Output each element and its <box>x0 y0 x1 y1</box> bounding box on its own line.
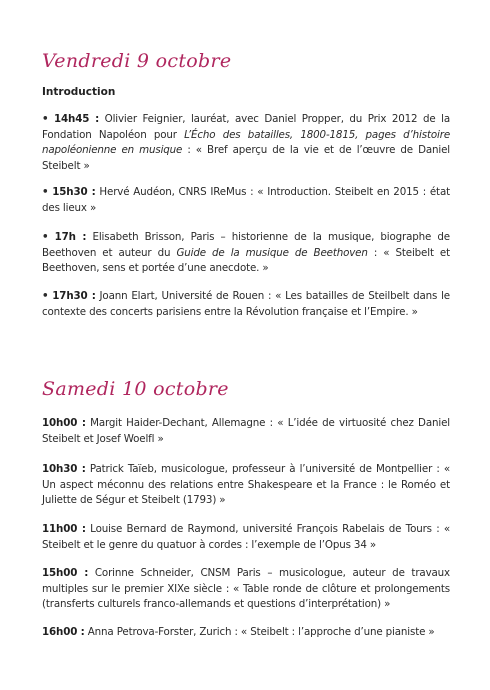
entry-text: Patrick Taïeb, musicologue, professeur à l’université de Montpellier : « Un aspect méconnu des relations entre Shakespeare et la France : le Roméo et Juliette de Ségur et Steibelt (1793) » <box>42 463 450 506</box>
program-entry <box>42 566 450 613</box>
entry-time: 10h30 : <box>42 463 86 475</box>
program-entry <box>42 625 450 641</box>
entry-text: Margit Haider-Dechant, Allemagne : « L’idée de virtuosité chez Daniel Steibelt et Josef Woelfl » <box>42 417 450 445</box>
entry-title: Guide de la musique de Beethoven <box>176 246 368 259</box>
program-entry <box>42 230 450 277</box>
entry-text: : « Steibelt et Beethoven, sens et portée d’une anecdote. » <box>42 246 450 274</box>
entry-time: 11h00 : <box>42 523 86 535</box>
program-entry <box>42 522 450 553</box>
entry-time: 15h00 : <box>42 567 89 579</box>
entry-text: Corinne Schneider, CNSM Paris – musicologue, auteur de travaux multiples sur le premier XIXe siècle : « Table ronde de clôture et prolongements (transferts culturels franco-allemands et questions d’interprétation) » <box>42 567 450 610</box>
bullet: • <box>42 290 49 302</box>
entry-text: Hervé Audéon, CNRS IReMus : « Introduction. Steibelt en 2015 : état des lieux » <box>42 186 450 214</box>
friday-heading: Vendredi 9 octobre <box>42 50 232 72</box>
entry-time: 10h00 : <box>42 417 86 429</box>
entry-text: Elisabeth Brisson, Paris – historienne de la musique, biographe de Beethoven et auteur du <box>42 231 450 259</box>
bullet: • <box>42 231 49 243</box>
saturday-heading: Samedi 10 octobre <box>42 378 229 400</box>
program-entry <box>42 289 450 320</box>
entry-text: : « Bref aperçu de la vie et de l’œuvre de Daniel Steibelt » <box>42 144 450 172</box>
program-entry <box>42 462 450 509</box>
entry-text: Joann Elart, Université de Rouen : « Les batailles de Steilbelt dans le contexte des concerts parisiens entre la Révolution française et l’Empire. » <box>42 290 450 318</box>
entry-text: Olivier Feignier, lauréat, avec Daniel Propper, du Prix 2012 de la Fondation Napoléon pour <box>42 113 450 141</box>
introduction-label: Introduction <box>42 86 116 98</box>
entry-title: L’Écho des batailles, 1800-1815, pages d’histoire napoléonienne en musique <box>42 128 450 156</box>
program-entry <box>42 185 450 216</box>
entry-time: 17h30 : <box>52 290 96 302</box>
entry-text: Anna Petrova-Forster, Zurich : « Steibelt : l’approche d’une pianiste » <box>84 626 435 638</box>
program-entry <box>42 416 450 447</box>
entry-text: Louise Bernard de Raymond, université François Rabelais de Tours : « Steibelt et le genre du quatuor à cordes : l’exemple de l’Opus 34 » <box>42 523 450 551</box>
entry-time: 14h45 : <box>53 113 100 125</box>
entry-time: 17h : <box>54 231 87 243</box>
entry-time: 15h30 : <box>52 186 96 198</box>
bullet: • <box>42 186 49 198</box>
bullet: • <box>42 113 49 125</box>
entry-time: 16h00 : <box>42 626 85 638</box>
program-entry <box>42 112 450 174</box>
